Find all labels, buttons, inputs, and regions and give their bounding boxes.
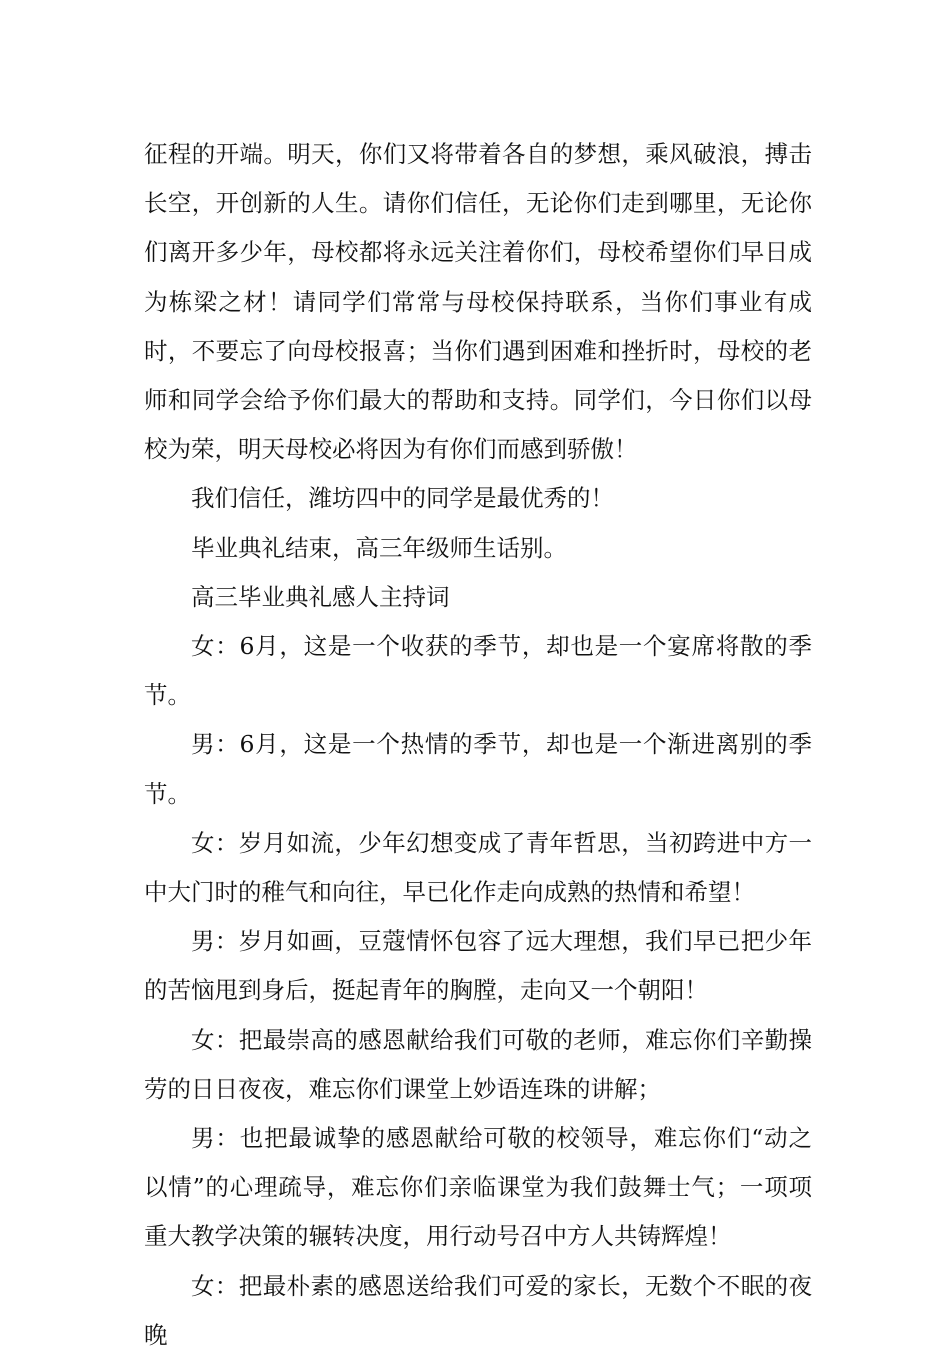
dialogue-line: 女：岁月如流，少年幻想变成了青年哲思，当初跨进中方一中大门时的稚气和向往，早已化作走向成熟的热情和希望！ [144, 828, 812, 907]
dialogue-line: 女：把最崇高的感恩献给我们可敬的老师，难忘你们辛勤操劳的日日夜夜，难忘你们课堂上妙语连珠的讲解； [144, 1025, 812, 1103]
dialogue-line: 男：也把最诚挚的感恩献给可敬的校领导，难忘你们“动之以情”的心理疏导，难忘你们亲临课堂为我们鼓舞士气；一项项重大教学决策的辗转决度，用行动号召中方人共铸辉煌！ [144, 1124, 812, 1251]
document-body [144, 130, 812, 1360]
dialogue-line: 男：6月，这是一个热情的季节，却也是一个渐进离别的季节。 [144, 730, 812, 808]
dialogue-line: 男：岁月如画，豆蔻情怀包容了远大理想，我们早已把少年的苦恼甩到身后，挺起青年的胸膛，走向又一个朝阳！ [144, 927, 812, 1005]
dialogue-line: 女：6月，这是一个收获的季节，却也是一个宴席将散的季节。 [144, 632, 812, 710]
section-heading: 高三毕业典礼感人主持词 [191, 582, 450, 611]
dialogue-line: 女：把最朴素的感恩送给我们可爱的家长，无数个不眠的夜晚 [144, 1271, 812, 1349]
paragraph: 我们信任，潍坊四中的同学是最优秀的！ [191, 484, 614, 513]
paragraph: 毕业典礼结束，高三年级师生话别。 [191, 533, 567, 562]
paragraph-continuation: 征程的开端。明天，你们又将带着各自的梦想，乘风破浪，搏击长空，开创新的人生。请你们信任，无论你们走到哪里，无论你们离开多少年，母校都将永远关注着你们，母校希望你们早日成为栋梁之材！请同学们常常与母校保持联系，当你们事业有成时，不要忘了向母校报喜；当你们遇到困难和挫折时，母校的老师和同学会给予你们最大的帮助和支持。同学们，今日你们以母校为荣，明天母校必将因为有你们而感到骄傲！ [144, 140, 812, 464]
